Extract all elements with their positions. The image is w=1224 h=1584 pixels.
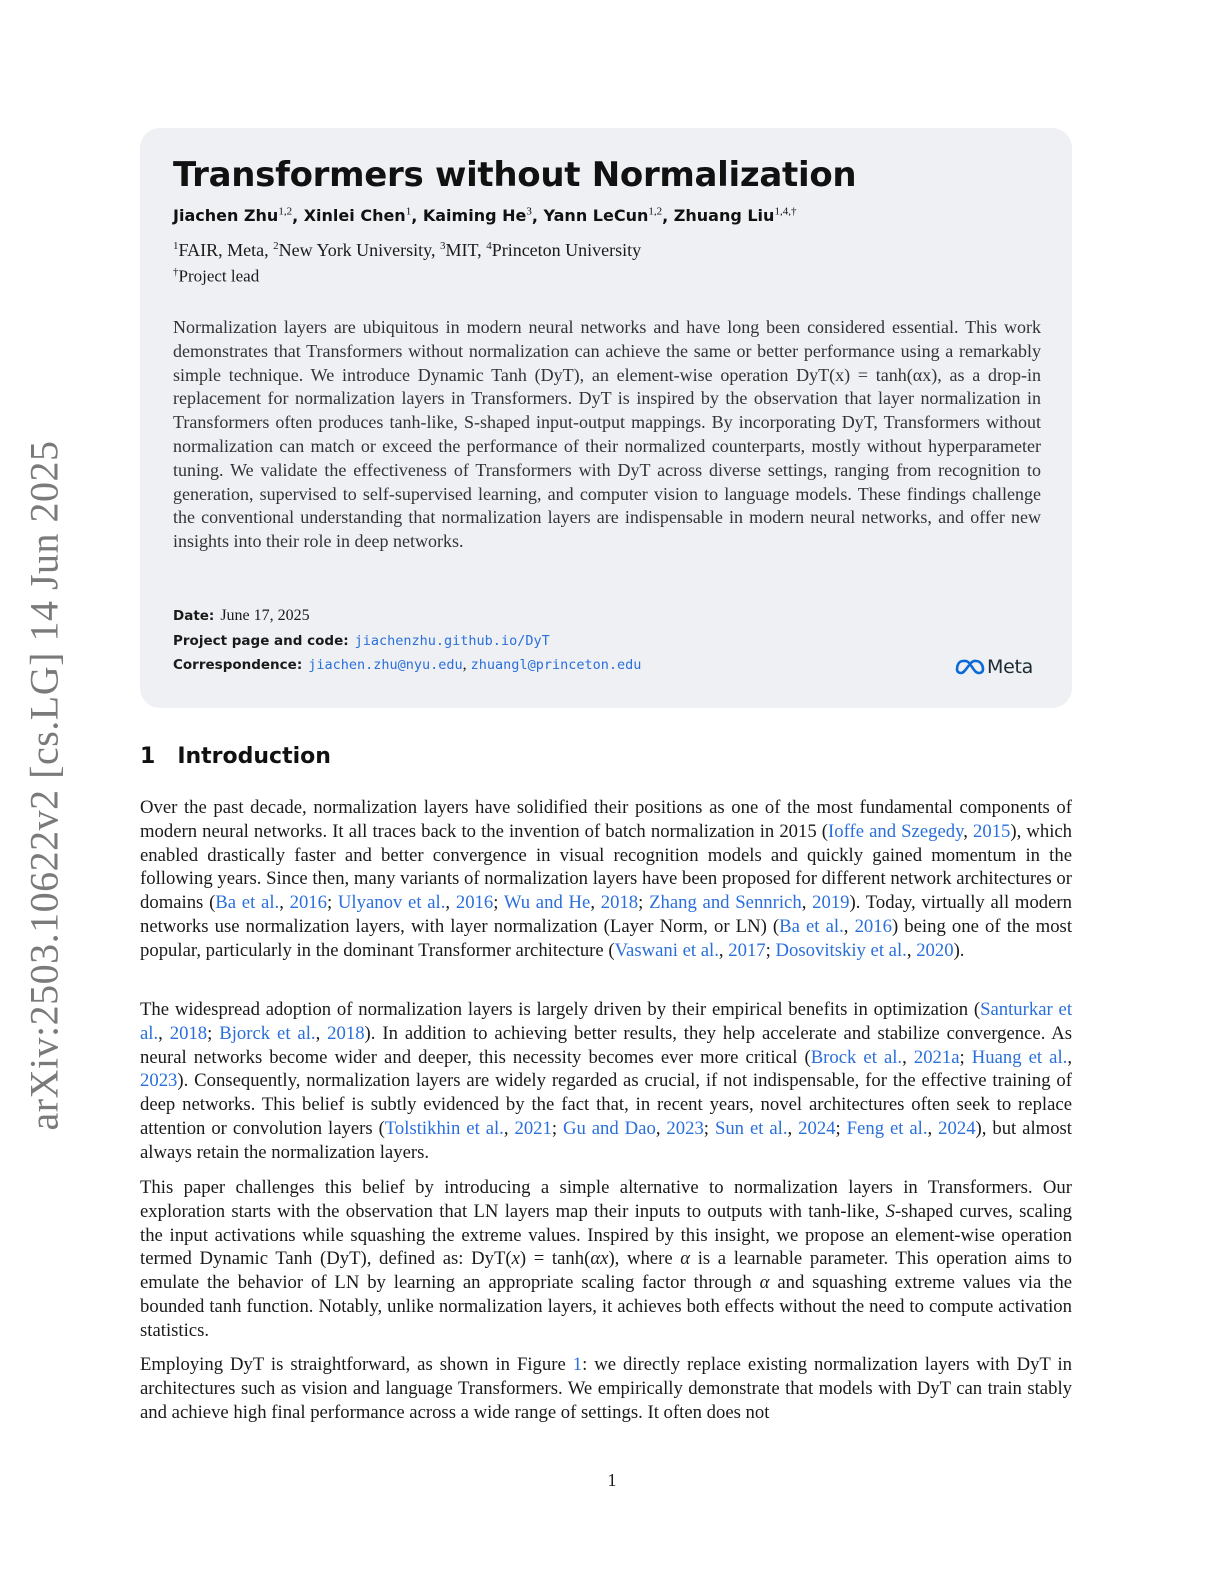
citation-link[interactable]: Wu and He — [503, 892, 591, 914]
text-run: ; — [959, 1046, 972, 1068]
text-run: This paper challenges this belief by introducing a simple alternative to normalization layers in Transformers. Our exploration starts with the observation that LN layers map their inputs to outputs with tanh-like, — [140, 1177, 1072, 1222]
text-run: , — [718, 939, 729, 961]
text-run: ), where — [608, 1248, 681, 1270]
text-run: -shaped curves, scaling the input activations while squashing the extreme values. Inspired by this insight, we propose an element-wise operation termed Dynamic Tanh (DyT), defined as: DyT( — [140, 1200, 1072, 1270]
project-link[interactable]: jiachenzhu.github.io/DyT — [354, 633, 550, 649]
text-run: , — [1067, 1046, 1073, 1068]
citation-link[interactable]: 2021a — [913, 1046, 960, 1068]
text-run: The widespread adoption of normalization layers is largely driven by their empirical benefits in optimization ( — [140, 999, 981, 1020]
citation-link[interactable]: Sun et al. — [714, 1117, 788, 1139]
citation-link[interactable]: 2017 — [728, 939, 766, 961]
text-run: , — [445, 892, 456, 914]
intro-paragraph-1 — [140, 796, 1072, 963]
text-run: , — [158, 1022, 170, 1044]
text-run: ). Today, virtually all modern networks use normalization layers, with layer normalization (Layer Norm, or LN) ( — [140, 892, 1073, 937]
author: Kaiming He$^3$ — [422, 206, 532, 226]
citation-link[interactable]: 2021 — [514, 1117, 552, 1139]
author: Xinlei Chen$^1$ — [303, 206, 412, 226]
arxiv-id: arXiv:2503.10622v2 [cs.LG] 14 Jun 2025 — [21, 439, 67, 1131]
author: Yann LeCun$^{1,2}$ — [543, 206, 663, 226]
project-label: Project page and code: — [173, 633, 349, 649]
text-run: , — [590, 892, 601, 914]
citation-link[interactable]: 2018 — [600, 892, 639, 914]
citation-link[interactable]: 2023 — [666, 1117, 704, 1139]
text-run: , — [927, 1117, 939, 1139]
text-run: , — [963, 820, 973, 842]
paper-title: Transformers without Normalization — [173, 155, 857, 195]
abstract: Normalization layers are ubiquitous in modern neural networks and have long been considered essential. This work demonstrates that Transformers without normalization can achieve the same or better performance using a remarkably simple technique. We introduce Dynamic Tanh (DyT), an element-wise operation DyT(x) = tanh(αx), as a drop-in replacement for normalization layers in Transformers. DyT is inspired by the observation that layer normalization in Transformers often produces tanh-like, S-shaped input-output mappings. By incorporating DyT, Transformers without normalization can match or exceed the performance of their normalized counterparts, mostly without hyperparameter tuning. We validate the effectiveness of Transformers with DyT across diverse settings, ranging from recognition to generation, supervised to self-supervised learning, and computer vision to language models. These findings challenge the conventional understanding that normalization layers are indispensable in modern neural networks, and offer new insights into their role in deep networks. — [173, 317, 1041, 552]
email-link[interactable]: jiachen.zhu@nyu.edu — [308, 657, 463, 673]
text-run: and squashing extreme values via the bounded tanh function. Notably, unlike normalization layers, it achieves both effects without the need to compute activation statistics. — [140, 1272, 1072, 1341]
citation-link[interactable]: Dosovitskiy et al. — [775, 939, 907, 961]
citation-link[interactable]: 1 — [572, 1354, 583, 1375]
citation-link[interactable]: Tolstikhin et al. — [384, 1117, 504, 1139]
date-label: Date: — [173, 608, 215, 624]
text-run: ) being one of the most popular, particularly in the dominant Transformer architecture ( — [140, 915, 1073, 961]
text-run: ; — [765, 939, 776, 961]
intro-paragraph-4 — [140, 1353, 1072, 1424]
citation-link[interactable]: 2024 — [798, 1117, 836, 1139]
citation-link[interactable]: Brock et al. — [810, 1046, 903, 1068]
date-value: June 17, 2025 — [220, 607, 310, 624]
text-run: ). Consequently, normalization layers are widely regarded as crucial, if not indispensable, for the effective training of deep networks. This belief is subtly evidenced by the fact that, in recent years, novel architectures often seek to replace attention or convolution layers ( — [140, 1070, 1072, 1139]
text-run: : we directly replace existing normalization layers with DyT in architectures such as vision and language Transformers. We empirically demonstrate that models with DyT can train stably and achieve high final performance across a wide range of settings. It often does not — [140, 1354, 1072, 1423]
text-run: ; — [835, 1117, 847, 1139]
text-run: Over the past decade, normalization layers have solidified their positions as one of the most fundamental components of modern neural networks. It all traces back to the invention of batch normalization in 2015 ( — [140, 797, 1072, 842]
text-run: , — [801, 892, 813, 914]
citation-link[interactable]: Feng et al. — [846, 1117, 928, 1139]
citation-link[interactable]: 2024 — [938, 1117, 976, 1139]
citation-link[interactable]: 2016 — [854, 915, 892, 937]
project-row — [173, 632, 550, 650]
text-run: , — [315, 1022, 328, 1044]
text-run: ; — [703, 1117, 715, 1139]
math-symbol: α — [759, 1272, 770, 1294]
text-run: ) = tanh( — [519, 1248, 591, 1270]
citation-link[interactable]: Ba et al. — [215, 892, 280, 914]
author-list: Jiachen Zhu$^{1,2}$, Xinlei Chen$^1$, Kaiming He$^3$, Yann LeCun$^{1,2}$, Zhuang Liu$^{1,4,\dagger}$ — [173, 206, 797, 226]
citation-link[interactable]: Ba et al. — [779, 915, 844, 937]
citation-link[interactable]: Ioffe and Szegedy — [828, 820, 964, 842]
text-run: , — [787, 1117, 799, 1139]
citation-link[interactable]: 2019 — [812, 892, 850, 914]
citation-link[interactable]: Ulyanov et al. — [337, 892, 446, 914]
citation-link[interactable]: Gu and Dao — [562, 1117, 656, 1139]
citation-link[interactable]: 2018 — [169, 1022, 208, 1044]
citation-link[interactable]: 2020 — [916, 939, 954, 961]
text-run: ; — [493, 892, 504, 914]
text-run: ), which enabled drastically faster and better convergence in visual recognition models and quickly gained momentum in the following years. Since then, many variants of normalization layers have been proposed for different network architectures or domains ( — [140, 820, 1073, 914]
affiliations: $^1$FAIR, Meta, $^2$New York University, $^3$MIT, $^4$Princeton University — [173, 240, 642, 260]
page-number: 1 — [607, 1470, 617, 1490]
math-symbol: x — [511, 1248, 520, 1270]
citation-link[interactable]: Vaswani et al. — [614, 939, 719, 961]
text-run: ). — [953, 939, 965, 961]
text-run: , — [503, 1117, 515, 1139]
correspondence-row: Correspondence: jiachen.zhu@nyu.edu, zhuangl@princeton.edu — [173, 656, 642, 673]
project-lead-note: †Project lead — [173, 266, 260, 286]
citation-link[interactable]: 2016 — [289, 892, 327, 914]
arxiv-stamp — [12, 440, 76, 1130]
author: Jiachen Zhu$^{1,2}$ — [173, 206, 293, 226]
intro-paragraph-2 — [140, 998, 1072, 1165]
citation-link[interactable]: 2023 — [140, 1070, 178, 1092]
text-run: , — [279, 892, 290, 914]
citation-link[interactable]: 2016 — [455, 892, 494, 914]
intro-paragraph-3 — [140, 1176, 1072, 1343]
text-run: Employing DyT is straightforward, as shown in Figure — [140, 1354, 573, 1375]
math-symbol: αx — [590, 1248, 609, 1270]
math-symbol: S — [885, 1200, 895, 1222]
text-run: ), but almost always retain the normalization layers. — [140, 1117, 1073, 1163]
infinity-icon — [955, 658, 985, 676]
text-run: ; — [207, 1022, 220, 1044]
text-run: is a learnable parameter. This operation aims to emulate the behavior of LN by learning an appropriate scaling factor through — [140, 1248, 1073, 1294]
text-run: , — [843, 915, 855, 937]
date-row — [173, 607, 310, 625]
author: Zhuang Liu$^{1,4,\dagger}$ — [673, 206, 797, 226]
section-heading: 1 Introduction — [140, 744, 331, 769]
citation-link[interactable]: Bjorck et al. — [219, 1022, 316, 1044]
text-run: ). In addition to achieving better results, they help accelerate and stabilize convergence. As neural networks become wider and deeper, this necessity becomes ever more critical ( — [140, 1022, 1073, 1068]
text-run: ; — [326, 892, 338, 914]
text-run: ; — [551, 1117, 563, 1139]
email-link[interactable]: zhuangl@princeton.edu — [470, 657, 642, 673]
math-symbol: α — [680, 1248, 691, 1270]
citation-link[interactable]: Zhang and Sennrich — [649, 892, 802, 914]
citation-link[interactable]: 2015 — [973, 820, 1011, 842]
text-run: , — [906, 939, 917, 961]
meta-logo — [955, 654, 1033, 680]
text-run: , — [902, 1046, 914, 1068]
text-run: ; — [638, 892, 650, 914]
correspondence-label: Correspondence: — [173, 657, 303, 673]
text-run: , — [655, 1117, 667, 1139]
citation-link[interactable]: Santurkar et al. — [140, 999, 1073, 1044]
citation-link[interactable]: 2018 — [327, 1022, 365, 1044]
citation-link[interactable]: Huang et al. — [971, 1046, 1068, 1068]
meta-wordmark: Meta — [987, 656, 1033, 678]
